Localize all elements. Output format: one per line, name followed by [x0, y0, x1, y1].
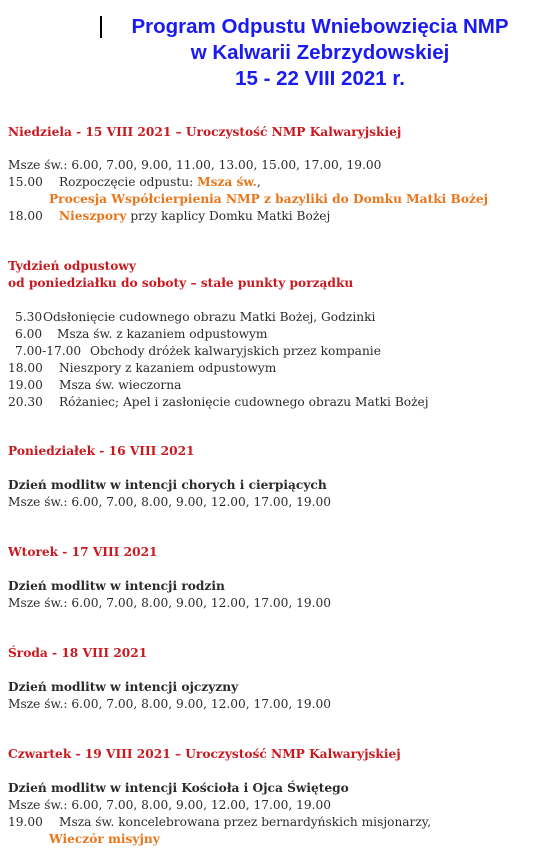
- monday-masses: Msze św.: 6.00, 7.00, 8.00, 9.00, 12.00, 17.00, 19.00: [8, 495, 332, 509]
- item-text: Obchody dróżek kalwaryjskich przez kompanie: [90, 344, 381, 358]
- wednesday-masses: Msze św.: 6.00, 7.00, 8.00, 9.00, 12.00, 17.00, 19.00: [8, 697, 332, 711]
- thursday-masses: Msze św.: 6.00, 7.00, 8.00, 9.00, 12.00, 17.00, 19.00: [8, 798, 332, 812]
- week-item: [8, 394, 429, 410]
- week-item: [8, 360, 276, 376]
- item-text: Msza św. wieczorna: [59, 378, 182, 392]
- item-text: Nieszpory z kazaniem odpustowym: [59, 361, 277, 375]
- tuesday-masses: Msze św.: 6.00, 7.00, 8.00, 9.00, 12.00, 17.00, 19.00: [8, 596, 332, 610]
- tuesday-intention: Dzień modlitw w intencji rodzin: [8, 579, 225, 593]
- title-line-2: w Kalwarii Zebrzydowskiej: [190, 41, 450, 64]
- event-time: 18.00: [8, 209, 43, 223]
- sunday-procession: Procesja Współcierpienia NMP z bazyliki do Domku Matki Bożej: [49, 192, 489, 206]
- thursday-event-1: [8, 814, 431, 830]
- event-highlight: Msza św.: [197, 175, 257, 189]
- sunday-event-1: [8, 174, 261, 190]
- event-text: przy kaplicy Domku Matki Bożej: [126, 209, 331, 223]
- event-highlight: Nieszpory: [59, 209, 127, 223]
- thursday-intention: Dzień modlitw w intencji Kościoła i Ojca Świętego: [8, 781, 349, 795]
- thursday-mission-evening: Wieczór misyjny: [49, 832, 160, 846]
- item-time: 19.00: [8, 378, 43, 392]
- week-item: [15, 309, 375, 325]
- wednesday-intention: Dzień modlitw w intencji ojczyzny: [8, 680, 239, 694]
- sunday-masses: Msze św.: 6.00, 7.00, 9.00, 11.00, 13.00, 15.00, 17.00, 19.00: [8, 158, 382, 172]
- monday-heading: Poniedziałek - 16 VIII 2021: [8, 444, 195, 458]
- item-time: 6.00: [15, 327, 43, 341]
- item-time: 18.00: [8, 361, 43, 375]
- event-text: Rozpoczęcie odpustu:: [59, 175, 198, 189]
- event-time: 19.00: [8, 815, 43, 829]
- title-line-3: 15 - 22 VIII 2021 r.: [235, 67, 405, 90]
- event-text: Msza św. koncelebrowana przez bernardyńskich misjonarzy,: [59, 815, 431, 829]
- week-heading-1: Tydzień odpustowy: [8, 259, 136, 273]
- monday-intention: Dzień modlitw w intencji chorych i cierpiących: [8, 478, 327, 492]
- week-item: [8, 377, 181, 393]
- event-tail: ,: [256, 175, 261, 189]
- sunday-heading: Niedziela - 15 VIII 2021 – Uroczystość NMP Kalwaryjskiej: [8, 125, 402, 139]
- item-text: Odsłonięcie cudownego obrazu Matki Bożej, Godzinki: [43, 310, 376, 324]
- sunday-event-2: [8, 208, 330, 224]
- wednesday-heading: Środa - 18 VIII 2021: [8, 646, 148, 660]
- title-line-1: Program Odpustu Wniebowzięcia NMP: [131, 15, 509, 38]
- thursday-heading: Czwartek - 19 VIII 2021 – Uroczystość NMP Kalwaryjskiej: [8, 747, 401, 761]
- event-time: 15.00: [8, 175, 43, 189]
- item-text: Msza św. z kazaniem odpustowym: [57, 327, 268, 341]
- week-heading-2: od poniedziałku do soboty – stałe punkty porządku: [8, 276, 354, 290]
- week-item: [15, 326, 267, 342]
- item-time: 5.30: [15, 310, 43, 324]
- item-text: Różaniec; Apel i zasłonięcie cudownego obrazu Matki Bożej: [59, 395, 429, 409]
- item-time: 7.00-17.00: [15, 344, 82, 358]
- document-title: [90, 14, 550, 92]
- week-item: [15, 343, 381, 359]
- item-time: 20.30: [8, 395, 43, 409]
- tuesday-heading: Wtorek - 17 VIII 2021: [8, 545, 158, 559]
